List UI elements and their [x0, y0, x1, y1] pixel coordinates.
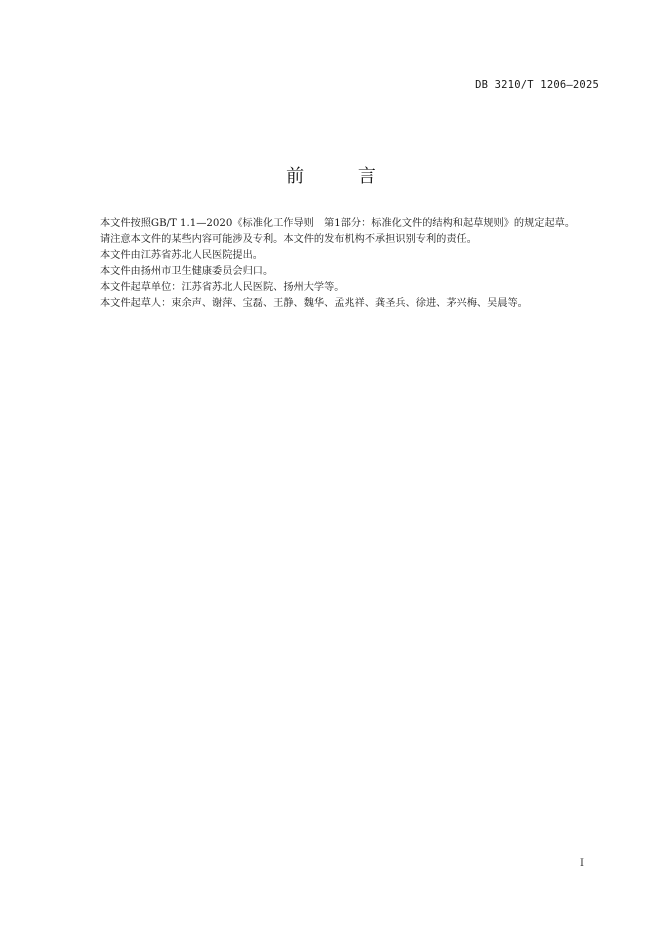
- paragraph: 请注意本文件的某些内容可能涉及专利。本文件的发布机构不承担识别专利的责任。: [100, 234, 477, 245]
- page-title: 前 言: [286, 166, 400, 187]
- document-code: DB 3210/T 1206—2025: [475, 79, 599, 91]
- paragraph: 本文件由江苏省苏北人民医院提出。: [100, 250, 263, 261]
- document-body: [79, 216, 603, 312]
- paragraph: 本文件由扬州市卫生健康委员会归口。: [100, 266, 274, 277]
- paragraph: 本文件起草单位：江苏省苏北人民医院、扬州大学等。: [100, 282, 345, 293]
- paragraph: 本文件按照GB/T 1.1—2020《标准化工作导则 第1部分：标准化文件的结构和起草规则》的规定起草。: [100, 218, 576, 229]
- paragraph: 本文件起草人：束余声、谢萍、宝磊、王静、魏华、孟兆祥、龚圣兵、徐进、茅兴梅、吴晨等。: [100, 298, 528, 309]
- page-number: I: [580, 858, 584, 869]
